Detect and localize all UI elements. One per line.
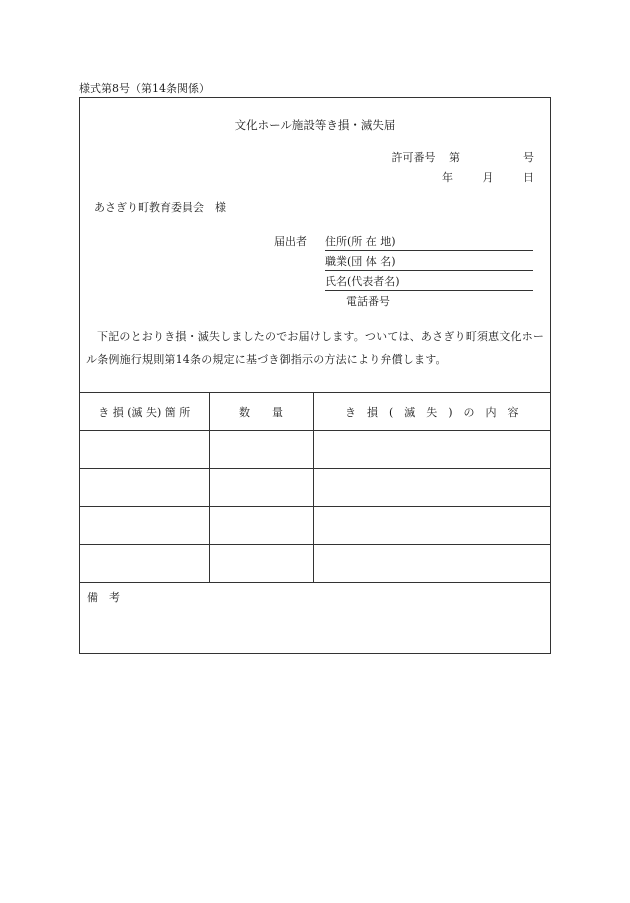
cell-details[interactable] bbox=[313, 545, 550, 583]
table-row bbox=[80, 507, 550, 545]
table-row bbox=[80, 469, 550, 507]
representative-name-field[interactable]: 氏名(代表者名) bbox=[325, 273, 533, 291]
header-details: き 損 ( 滅 失 ) の 内 容 bbox=[313, 393, 550, 431]
date-month-label: 月 bbox=[482, 171, 494, 184]
cell-details[interactable] bbox=[313, 431, 550, 469]
occupation-field[interactable]: 職業(団 体 名) bbox=[325, 253, 533, 271]
applicant-label: 届出者 bbox=[274, 235, 307, 248]
permit-dai: 第 bbox=[449, 151, 460, 164]
cell-details[interactable] bbox=[313, 469, 550, 507]
cell-quantity[interactable] bbox=[209, 545, 313, 583]
addressee: あさぎり町教育委員会 様 bbox=[94, 201, 226, 214]
table-row bbox=[80, 431, 550, 469]
header-quantity: 数 量 bbox=[209, 393, 313, 431]
cell-details[interactable] bbox=[313, 507, 550, 545]
permit-number-row bbox=[392, 149, 535, 165]
date-day-label: 日 bbox=[523, 171, 534, 184]
form-number-caption: 様式第8号（第14条関係） bbox=[79, 82, 210, 95]
cell-location[interactable] bbox=[80, 469, 209, 507]
cell-quantity[interactable] bbox=[209, 431, 313, 469]
table-header-row bbox=[80, 393, 550, 431]
table-row bbox=[80, 545, 550, 583]
cell-quantity[interactable] bbox=[209, 469, 313, 507]
damage-report-form bbox=[79, 97, 551, 654]
header-location: き 損 (滅 失) 箇 所 bbox=[80, 393, 209, 431]
cell-location[interactable] bbox=[80, 507, 209, 545]
cell-quantity[interactable] bbox=[209, 507, 313, 545]
form-title: 文化ホール施設等き損・滅失届 bbox=[234, 118, 396, 132]
cell-location[interactable] bbox=[80, 431, 209, 469]
damage-table bbox=[80, 392, 550, 583]
phone-number-field[interactable]: 電話番号 bbox=[346, 295, 390, 308]
cell-location[interactable] bbox=[80, 545, 209, 583]
date-year-label: 年 bbox=[442, 171, 453, 184]
address-field[interactable]: 住所(所 在 地) bbox=[325, 233, 533, 251]
remarks-label: 備 考 bbox=[87, 591, 120, 604]
permit-number-label: 許可番号 bbox=[391, 151, 436, 164]
permit-go: 号 bbox=[523, 151, 534, 164]
date-row bbox=[442, 169, 534, 185]
declaration-text: 下記のとおりき損・滅失しましたのでお届けします。ついては、あさぎり町須恵文化ホール条例施行規則第14条の規定に基づき御指示の方法により弁償します。 bbox=[86, 330, 545, 366]
